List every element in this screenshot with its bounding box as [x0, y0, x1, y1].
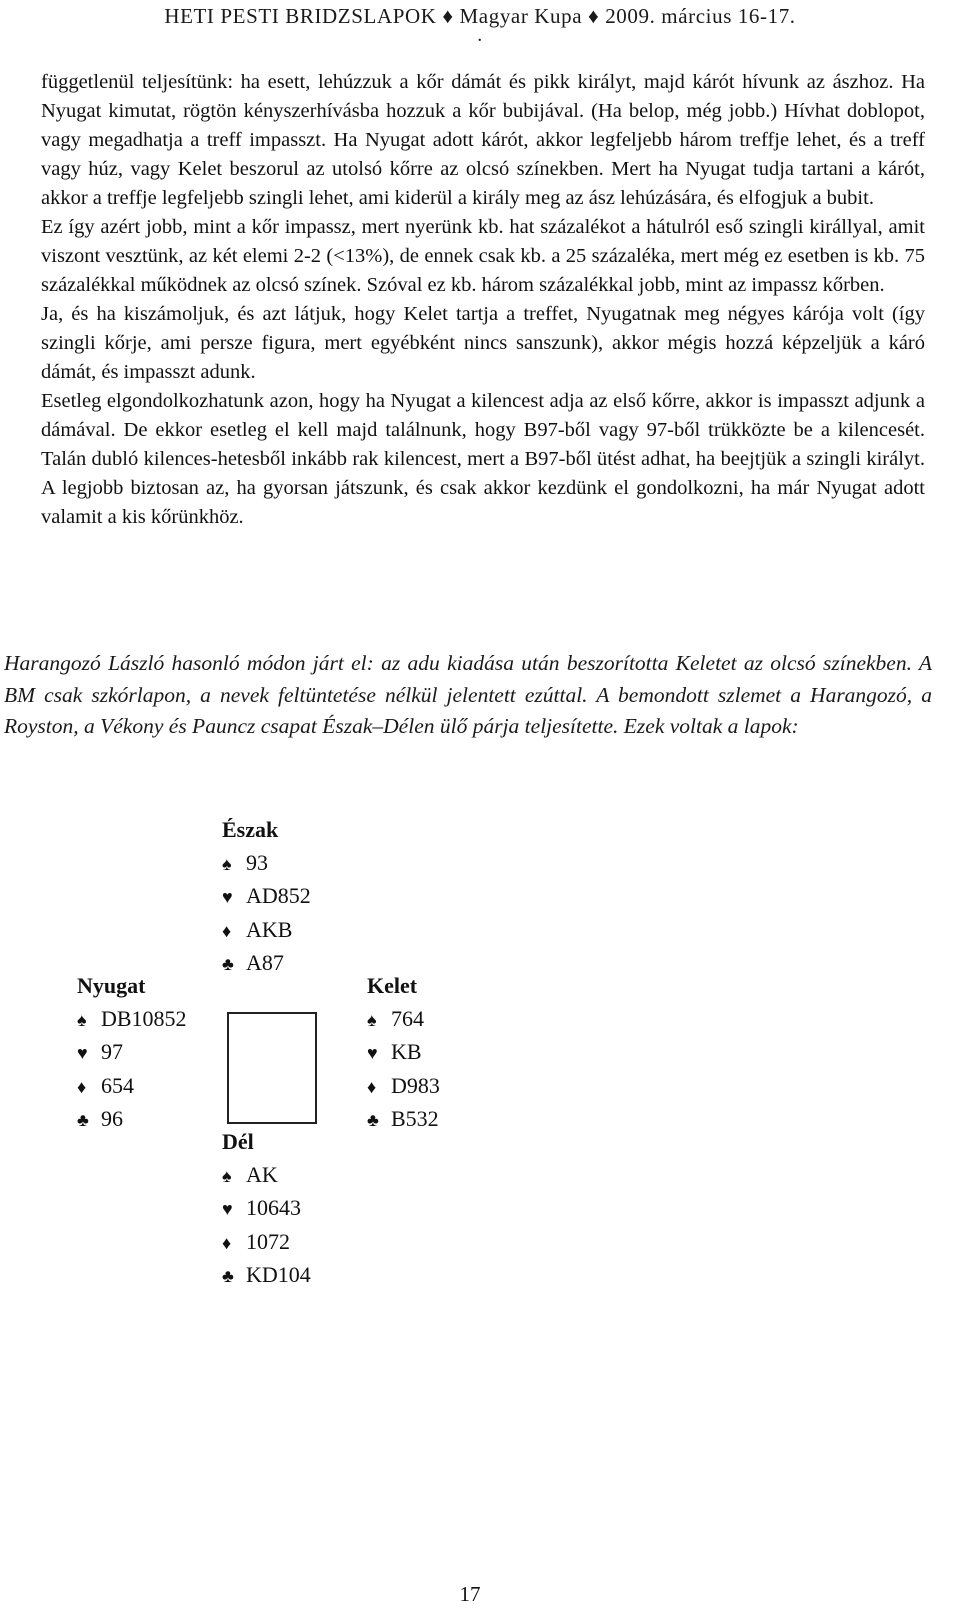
diamond-icon: ♦: [77, 1076, 87, 1097]
heart-icon: ♥: [222, 1199, 233, 1219]
spade-icon: ♠: [77, 1009, 87, 1030]
south-spades: AK: [246, 1161, 278, 1187]
page-header: [0, 4, 960, 46]
paragraph-1: függetlenül teljesítünk: ha esett, lehúzzuk a kőr dámát és pikk királyt, majd kárót hívunk az ászhoz. Ha Nyugat kimutat, rögtön kényszerhívásba hozzuk a kőr bubijával. (Ha belop, még jobb.) Hívhat doblopot, vagy megadhatja a treff impasszt. Ha Nyugat adott kárót, akkor legfeljebb három treffje lehet, és a treff vagy húz, vagy Kelet beszorul az utolsó kőrre az olcsó színekben. Mert ha Nyugat tudja tartani a kárót, akkor a treffje legfeljebb szingli lehet, ami kiderül a király meg az ász lehúzására, és elfogjuk a bubit.: [41, 71, 925, 209]
header-dot: .: [477, 24, 483, 46]
paragraph-2: Ez így azért jobb, mint a kőr impassz, mert nyerünk kb. hat százalékot a hátulról eső szingli királlyal, amit viszont vesztünk, az két elemi 2-2 (<13%), de ennek csak kb. a 25 százaléka, mert még ez esetben is kb. 75 százalékkal működnek az olcsó színek. Szóval ez kb. három százalékkal jobb, mint az impassz kőrben.: [41, 216, 925, 296]
club-icon: ♣: [77, 1110, 89, 1130]
diamond-icon: ♦: [222, 1232, 232, 1253]
diamond-icon: ♦: [367, 1076, 377, 1097]
club-icon: ♣: [222, 954, 234, 974]
east-hearts: KB: [391, 1039, 422, 1064]
north-diamonds: AKB: [246, 916, 293, 942]
spade-icon: ♠: [222, 853, 232, 874]
club-icon: ♣: [222, 1266, 234, 1286]
paragraph-4: Esetleg elgondolkozhatunk azon, hogy ha Nyugat a kilencest adja az első kőrre, akkor is impasszt adjunk a dámával. De ekkor esetleg el kell majd találnunk, hogy B97-ből vagy 97-ből trükközte be a kilencesét. Talán dubló kilences-hetesből inkább rak kilencest, mert a B97-ből ütést adhat, ha beejtjük a szingli királyt. A legjobb biztosan az, ha gyorsan játszunk, és csak akkor kezdünk el gondolkozni, ha már Nyugat adott valamit a kis kőrünkhöz.: [41, 390, 925, 528]
spade-icon: ♠: [367, 1009, 377, 1030]
hand-north: [222, 814, 311, 981]
italic-paragraph: Harangozó László hasonló módon járt el: az adu kiadása után beszorította Keletet az olcsó színekben. A BM csak szkórlapon, a nevek feltüntetése nélkül jelentett ezúttal. A bemondott szlemet a Harangozó, a Royston, a Vékony és Pauncz csapat Észak–Délen ülő párja teljesítette. Ezek voltak a lapok:: [4, 651, 932, 738]
south-diamonds: 1072: [246, 1228, 290, 1254]
club-icon: ♣: [367, 1110, 379, 1130]
west-diamonds: 654: [101, 1072, 134, 1098]
paragraph-3: Ja, és ha kiszámoljuk, és azt látjuk, hogy Kelet tartja a treffet, Nyugatnak meg négyes kárója volt (így szingli kőrje, ami persze figura, mert egyébként nincs sanszunk), akkor mégis hozzá képzeljük a káró dámát, és impasszt adunk.: [41, 303, 925, 383]
north-spades: 93: [246, 849, 268, 875]
header-title: HETI PESTI BRIDZSLAPOK ♦ Magyar Kupa ♦ 2009. március 16-17.: [164, 4, 796, 28]
table-box: [227, 1012, 317, 1124]
east-clubs: B532: [391, 1106, 439, 1131]
heart-icon: ♥: [367, 1043, 378, 1063]
south-hearts: 10643: [246, 1195, 301, 1220]
hand-north-name: Észak: [222, 817, 279, 842]
west-clubs: 96: [101, 1106, 123, 1131]
spade-icon: ♠: [222, 1165, 232, 1186]
south-clubs: KD104: [246, 1262, 311, 1287]
heart-icon: ♥: [77, 1043, 88, 1063]
heart-icon: ♥: [222, 887, 233, 907]
hand-south-name: Dél: [222, 1129, 254, 1154]
page-number: 17: [459, 1582, 481, 1606]
east-diamonds: D983: [391, 1072, 440, 1098]
hand-east: [367, 970, 440, 1137]
east-spades: 764: [391, 1005, 424, 1031]
body-text: [41, 68, 925, 532]
north-hearts: AD852: [246, 883, 311, 908]
hand-east-name: Kelet: [367, 973, 418, 998]
west-hearts: 97: [101, 1039, 123, 1064]
north-clubs: A87: [246, 950, 284, 975]
west-spades: DB10852: [101, 1005, 187, 1031]
hand-west-name: Nyugat: [77, 973, 146, 998]
hand-west: [77, 970, 187, 1137]
hand-south: [222, 1126, 311, 1293]
diamond-icon: ♦: [222, 920, 232, 941]
